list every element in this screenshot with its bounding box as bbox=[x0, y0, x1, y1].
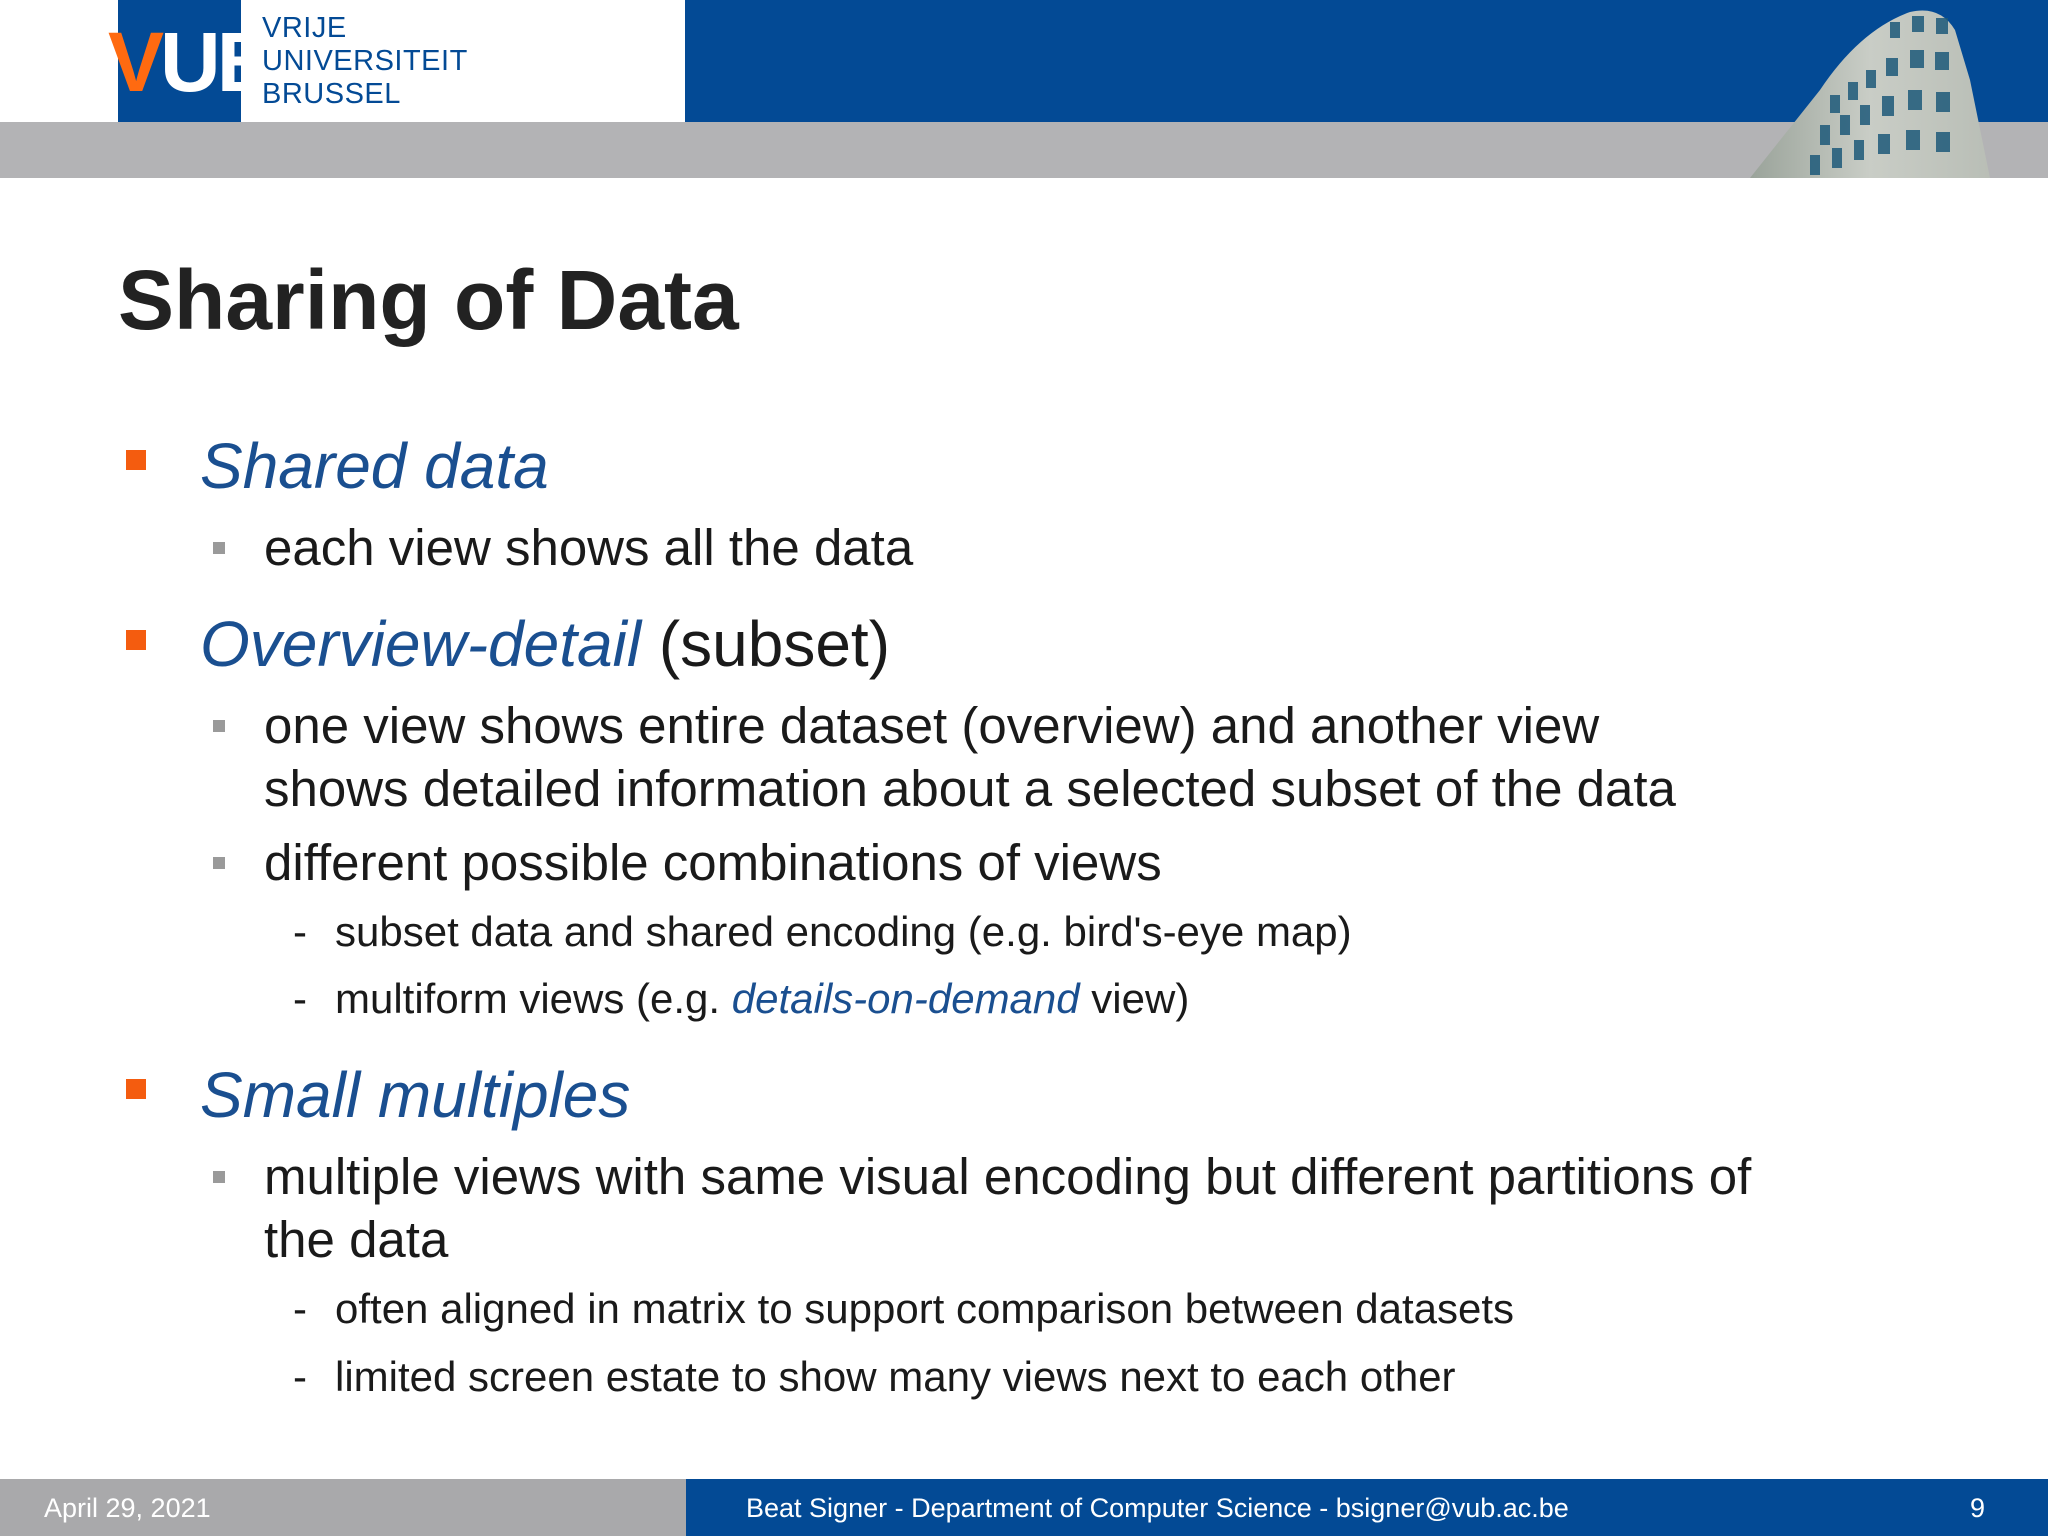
grey-square-bullet bbox=[213, 720, 225, 732]
grey-square-bullet bbox=[213, 542, 225, 554]
university-name-line: VRIJE bbox=[262, 12, 347, 44]
university-name bbox=[262, 12, 468, 111]
orange-square-bullet bbox=[126, 1079, 146, 1099]
grey-square-bullet bbox=[213, 857, 225, 869]
dash-bullet: - bbox=[293, 1353, 307, 1400]
sub-sub-bullet-text: often aligned in matrix to support comparison between datasets bbox=[335, 1285, 1515, 1332]
bullet-heading: Overview-detail (subset) bbox=[200, 608, 890, 680]
sub-bullet-text: one view shows entire dataset (overview) and another view bbox=[264, 697, 1600, 754]
university-name-line: BRUSSEL bbox=[262, 78, 401, 110]
orange-square-bullet bbox=[126, 450, 146, 470]
sub-sub-bullet-text: multiform views (e.g. details-on-demand view) bbox=[335, 975, 1190, 1022]
details-on-demand-term: details-on-demand bbox=[731, 975, 1080, 1022]
sub-bullet-text-continued: shows detailed information about a selected subset of the data bbox=[264, 760, 1676, 817]
page-number: 9 bbox=[1970, 1493, 1986, 1523]
footer-author: Beat Signer - Department of Computer Science - bsigner@vub.ac.be bbox=[746, 1493, 1569, 1523]
vub-logo-letters: VUB bbox=[108, 15, 274, 109]
sub-bullet-text: different possible combinations of views bbox=[264, 834, 1162, 891]
grey-square-bullet bbox=[213, 1171, 225, 1183]
sub-bullet-text-continued: the data bbox=[264, 1211, 449, 1268]
university-name-line: UNIVERSITEIT bbox=[262, 45, 468, 77]
sub-sub-bullet-text: subset data and shared encoding (e.g. bird's-eye map) bbox=[335, 908, 1352, 955]
building-photo bbox=[1740, 0, 2000, 178]
footer-date: April 29, 2021 bbox=[44, 1493, 211, 1523]
vub-logo bbox=[108, 0, 274, 122]
orange-square-bullet bbox=[126, 630, 146, 650]
dash-bullet: - bbox=[293, 1285, 307, 1332]
dash-bullet: - bbox=[293, 975, 307, 1022]
slide-title: Sharing of Data bbox=[118, 253, 739, 347]
sub-bullet-text: each view shows all the data bbox=[264, 519, 914, 576]
bullet-heading: Small multiples bbox=[200, 1059, 631, 1131]
sub-bullet-text: multiple views with same visual encoding but different partitions of bbox=[264, 1148, 1752, 1205]
bullet-heading: Shared data bbox=[200, 430, 549, 502]
dash-bullet: - bbox=[293, 908, 307, 955]
sub-sub-bullet-text: limited screen estate to show many views next to each other bbox=[335, 1353, 1456, 1400]
